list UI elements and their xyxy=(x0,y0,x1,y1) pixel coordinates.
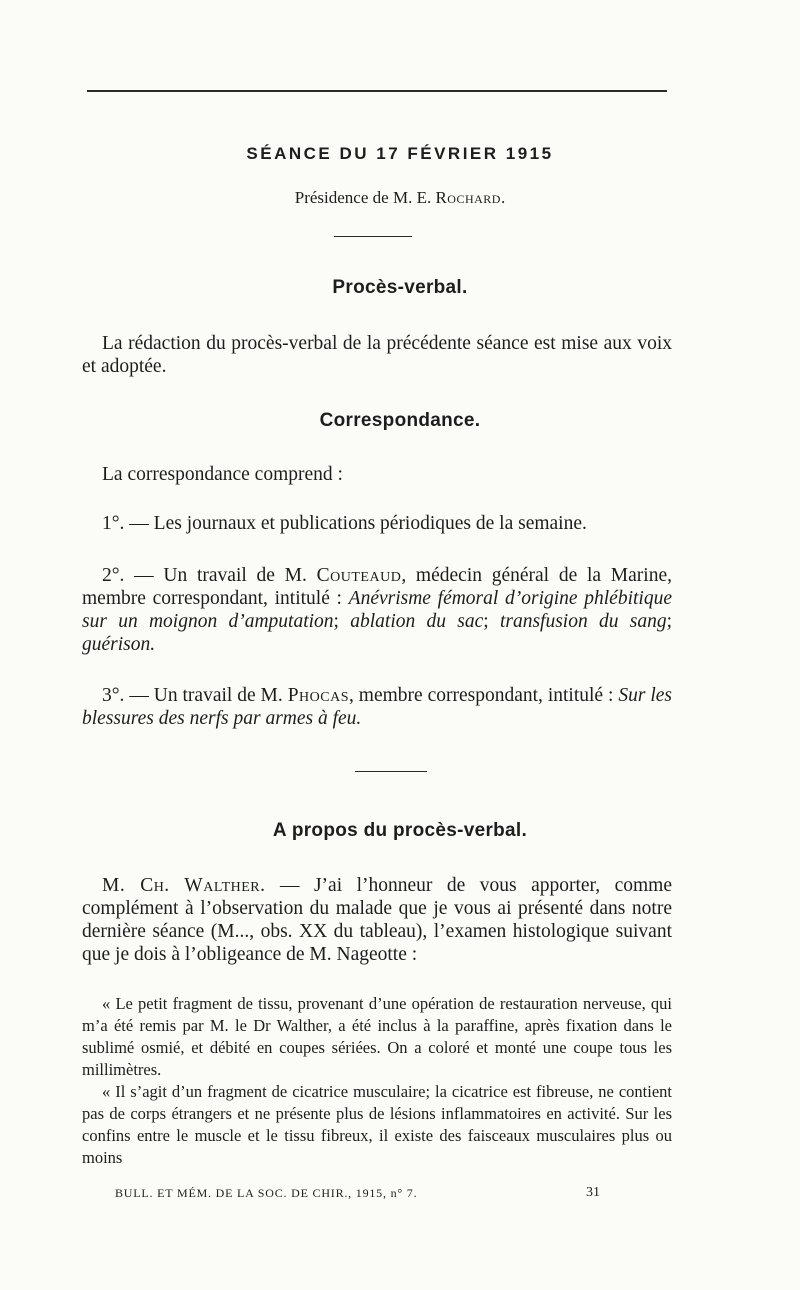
item2-sep-2: ; xyxy=(483,611,500,632)
heading-correspondance: Correspondance. xyxy=(319,410,481,431)
item3-author: Phocas xyxy=(287,685,349,706)
presidence-prefix: Présidence de M. E. xyxy=(294,188,436,207)
quote-paragraph-1: « Le petit fragment de tissu, provenant d’une opération de restauration nerveuse, qui m’a été remis par M. le Dr Walther, a été inclus à la paraffine, après fixation dans le sublimé osmié, et débité en coupes sériées. On a coloré et monté une coupe tous les millimètres. xyxy=(82,994,672,1079)
correspondance-item-1: 1°. — Les journaux et publications périodiques de la semaine. xyxy=(102,513,587,534)
item2-author: Couteaud xyxy=(316,565,402,586)
section-divider-2 xyxy=(355,771,427,772)
journal-footer: BULL. ET MÉM. DE LA SOC. DE CHIR., 1915, n° 7. xyxy=(115,1186,418,1200)
heading-a-propos: A propos du procès-verbal. xyxy=(272,820,528,841)
item3-title: Sur les blessures des nerfs par armes à feu. xyxy=(82,685,673,729)
item2-prefix: 2°. — Un travail de M. xyxy=(102,565,317,586)
item2-sep-3: ; xyxy=(666,611,673,632)
item3-desc: , membre correspondant, intitulé : xyxy=(349,685,619,706)
seance-title: SÉANCE DU 17 FÉVRIER 1915 xyxy=(246,144,554,163)
item2-sep-1: ; xyxy=(333,611,351,632)
presidence-suffix: . xyxy=(500,188,506,207)
presidence-line xyxy=(0,188,800,208)
correspondance-item-2 xyxy=(82,564,672,656)
page-number: 31 xyxy=(586,1185,600,1200)
item2-title-2: ablation du sac xyxy=(350,611,484,632)
president-name: Rochard xyxy=(435,188,501,207)
a-propos-body: — J’ai l’honneur de vous apporter, comme complément à l’observation du malade que je vous ai présenté dans notre dernière séance (M..., obs. XX du tableau), l’examen histologique suivant que je dois à l’obligeance de M. Nageotte : xyxy=(82,875,672,965)
item2-title-3: transfusion du sang xyxy=(499,611,667,632)
quote-paragraph-2: « Il s’agit d’un fragment de cicatrice musculaire; la cicatrice est fibreuse, ne contient pas de corps étrangers et ne présente plus de lésions inflammatoires en activité. Sur les confins entre le muscle et le tissu fibreux, il existe des faisceaux musculaires plus ou moins xyxy=(82,1082,672,1167)
correspondance-item-3 xyxy=(82,684,672,730)
top-rule xyxy=(87,90,667,92)
item2-title-4: guérison. xyxy=(82,634,156,655)
section-divider xyxy=(334,236,412,237)
correspondance-intro: La correspondance comprend : xyxy=(102,464,343,485)
proces-verbal-text: La rédaction du procès-verbal de la précédente séance est mise aux voix et adoptée. xyxy=(82,333,672,377)
a-propos-text xyxy=(82,874,672,966)
item2-title-1: Anévrisme fémoral d’origine phlébitique sur un moignon d’amputation xyxy=(82,588,672,632)
item2-desc: , médecin général de la Marine, membre correspondant, intitulé : xyxy=(82,565,672,609)
item3-prefix: 3°. — Un travail de M. xyxy=(102,685,288,706)
heading-proces-verbal: Procès-verbal. xyxy=(332,277,468,298)
speaker-name: M. Ch. Walther. xyxy=(102,875,266,896)
